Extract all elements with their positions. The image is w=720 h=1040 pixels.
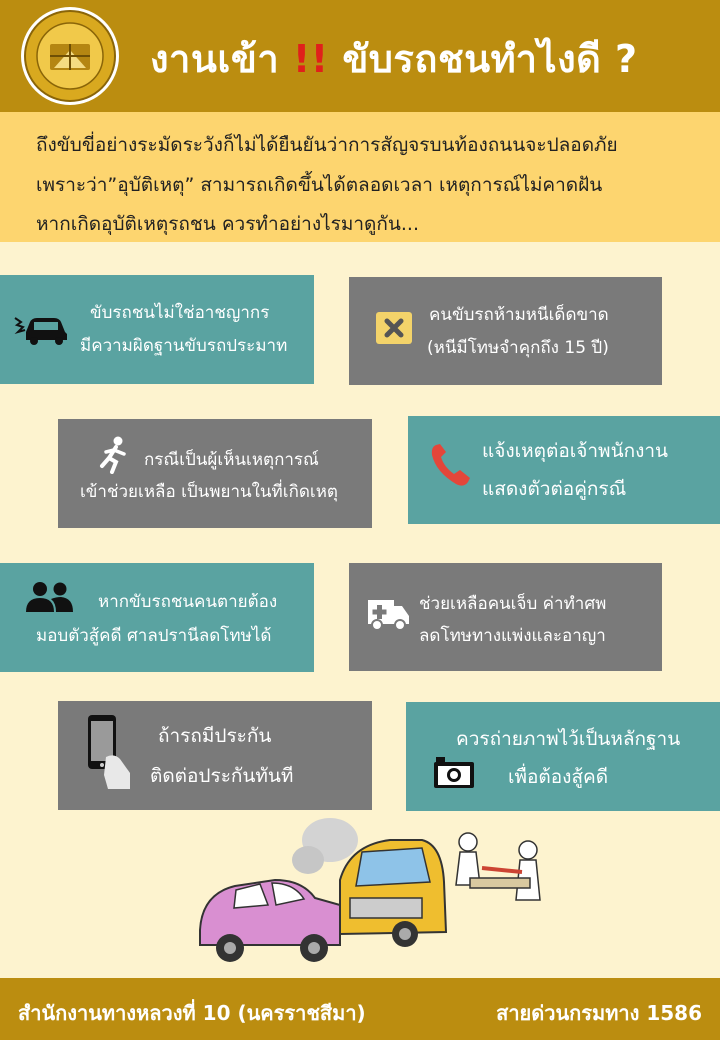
phone-icon	[428, 442, 472, 488]
department-seal-logo	[20, 6, 120, 106]
camera-icon	[432, 755, 476, 789]
page-title	[150, 28, 638, 88]
users-icon	[24, 581, 74, 613]
tip-line: มอบตัวสู้คดี ศาลปรานีลดโทษได้	[36, 626, 272, 646]
tip-card-surrender	[0, 563, 314, 672]
tip-card-help-injured	[349, 563, 662, 671]
tip-line: เข้าช่วยเหลือ เป็นพยานในที่เกิดเหตุ	[80, 482, 338, 502]
rescue-workers	[456, 833, 540, 900]
intro-line-2: เพราะว่า”อุบัติเหตุ” สามารถเกิดขึ้นได้ตลอดเวลา เหตุการณ์ไม่คาดฝัน	[36, 174, 603, 196]
tip-line: ขับรถชนไม่ใช่อาชญากร	[90, 303, 270, 323]
tip-line: กรณีเป็นผู้เห็นเหตุการณ์	[144, 450, 319, 470]
tip-card-no-fleeing	[349, 277, 662, 385]
tip-line: มีความผิดฐานขับรถประมาท	[80, 336, 288, 356]
car-crash-icon	[12, 310, 70, 346]
tip-line: คนขับรถห้ามหนีเด็ดขาด	[429, 305, 609, 325]
tip-card-not-criminal	[0, 275, 314, 384]
tip-line: ควรถ่ายภาพไว้เป็นหลักฐาน	[456, 728, 681, 750]
title-exclamation: !!	[292, 37, 329, 81]
title-tail: ขับรถชนทำไงดี ?	[342, 37, 638, 81]
ambulance-icon	[366, 596, 410, 632]
tip-line: ถ้ารถมีประกัน	[158, 725, 272, 747]
tip-card-take-photos	[406, 702, 720, 811]
tip-line: ลดโทษทางแพ่งและอาญา	[419, 626, 606, 646]
tip-line: ติดต่อประกันทันที	[150, 765, 294, 787]
tip-line: แจ้งเหตุต่อเจ้าพนักงาน	[482, 440, 669, 462]
car-accident-illustration	[190, 810, 560, 975]
header-bar	[0, 0, 720, 112]
intro-line-1: ถึงขับขี่อย่างระมัดระวังก็ไม่ได้ยืนยันว่าการสัญจรบนท้องถนนจะปลอดภัย	[36, 134, 618, 156]
x-mark-icon	[376, 312, 412, 344]
mobile-phone-icon	[84, 713, 134, 791]
tip-line: หากขับรถชนคนตายต้อง	[98, 592, 278, 612]
tip-card-witness	[58, 419, 372, 528]
tip-line: เพื่อต้องสู้คดี	[508, 766, 609, 788]
title-main: งานเข้า	[150, 37, 280, 81]
footer-bar	[0, 978, 720, 1040]
intro-panel	[0, 112, 720, 242]
tip-card-report-officer	[408, 416, 720, 524]
tip-card-insurance	[58, 701, 372, 810]
tip-line: ช่วยเหลือคนเจ็บ ค่าทำศพ	[419, 594, 607, 614]
intro-line-3: หากเกิดอุบัติเหตุรถชน ควรทำอย่างไรมาดูกัน...	[36, 213, 420, 235]
tip-line: (หนีมีโทษจำคุกถึง 15 ปี)	[427, 338, 609, 358]
office-name: สำนักงานทางหลวงที่ 10 (นครราชสีมา)	[18, 1001, 366, 1025]
hotline-number: สายด่วนกรมทาง 1586	[496, 1001, 702, 1025]
running-person-icon	[96, 436, 132, 474]
tip-line: แสดงตัวต่อคู่กรณี	[482, 478, 627, 500]
